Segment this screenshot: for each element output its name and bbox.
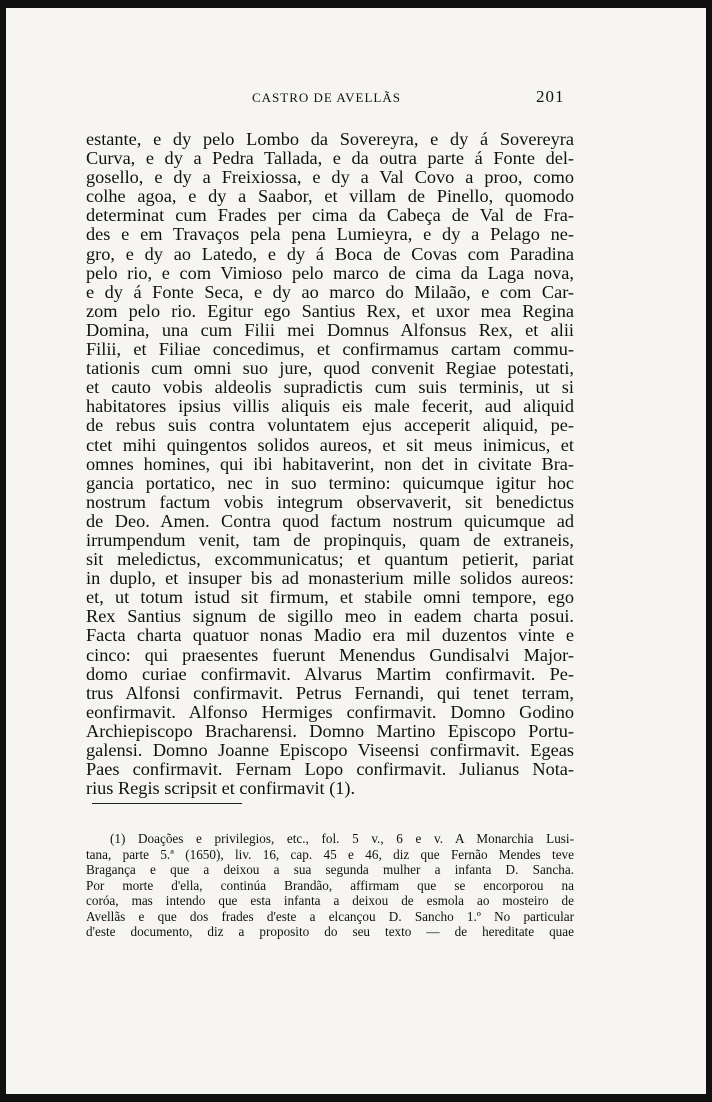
- text-line: e dy á Fonte Seca, e dy ao marco do Milaão, e com Car-: [86, 281, 574, 302]
- page-number: 201: [536, 87, 565, 106]
- text-line: zom pelo rio. Egitur ego Santius Rex, et uxor mea Regina: [86, 300, 574, 321]
- text-line: tationis cum omni suo jure, quod convenit Regiae potestati,: [86, 358, 574, 379]
- text-line: des e em Travaços pela pena Lumieyra, e dy a Pelago ne-: [86, 224, 574, 245]
- text-line: ctet mihi quingentos solidos aureos, et sit meus inimicus, et: [86, 434, 574, 455]
- text-line: trus Alfonsi confirmavit. Petrus Fernandi, qui tenet terram,: [86, 682, 574, 703]
- text-line: Curva, e dy a Pedra Tallada, e da outra parte á Fonte del-: [86, 148, 574, 169]
- text-line: Filii, et Filiae concedimus, et confirmamus cartam commu-: [86, 339, 574, 360]
- footnote-line: (1) Doações e privilegios, etc., fol. 5 v., 6 e v. A Monarchia Lusi-: [110, 831, 574, 846]
- text-line: rius Regis scripsit et confirmavit (1).: [86, 778, 356, 799]
- text-line: in duplo, et insuper bis ad monasterium mille solidos aureos:: [86, 568, 574, 589]
- footnote: [86, 831, 574, 940]
- text-line: galensi. Domno Joanne Episcopo Viseensi confirmavit. Egeas: [86, 740, 574, 760]
- footnote-line: Bragança e que a deixou a sua segunda mulher a infanta D. Sancha.: [86, 862, 574, 877]
- text-line: Rex Santius signum de sigillo meo in eadem charta posui.: [86, 606, 574, 627]
- text-line: gancia portatico, nec in suo termino: quicumque igitur hoc: [86, 472, 574, 493]
- text-line: determinat cum Frades per cima da Cabeça de Val de Fra-: [86, 205, 574, 226]
- text-line: gosello, e dy a Freixiossa, e dy a Val Covo a proo, como: [86, 167, 574, 188]
- text-line: irrumpendum venit, tam de propinquis, quam de extraneis,: [86, 529, 574, 550]
- text-line: Domina, una cum Filii mei Domnus Alfonsus Rex, et alii: [86, 319, 574, 340]
- page-header: [6, 87, 706, 114]
- text-line: cinco: qui praesentes fuerunt Menendus Gundisalvi Major-: [86, 644, 574, 665]
- text-line: habitatores ipsius villis aliquis eis male fecerit, aud aliquid: [86, 396, 574, 417]
- text-line: Paes confirmavit. Fernam Lopo confirmavit. Julianus Nota-: [86, 759, 574, 780]
- text-line: gro, e dy ao Latedo, e dy á Boca de Covas com Paradina: [86, 243, 574, 264]
- footnote-line: Avellãs e que dos frades d'este a elcançou D. Sancho 1.º No particular: [86, 908, 574, 924]
- text-line: pelo rio, e com Vimioso pelo marco de cima da Laga nova,: [86, 262, 574, 283]
- text-line: sit meledictus, excommunicatus; et quantum petierit, pariat: [86, 549, 574, 570]
- text-line: omnes homines, qui ibi habitaverint, non det in civitate Bra-: [86, 453, 574, 474]
- footnote-line: d'este documento, diz a proposito do seu texto — de hereditate quae: [86, 924, 574, 939]
- text-line: et cauto vobis aldeolis supradictis cum suis terminis, ut si: [86, 377, 574, 398]
- running-head: CASTRO DE AVELLÃS: [252, 90, 401, 105]
- text-line: eonfirmavit. Alfonso Hermiges confirmavit. Domno Godino: [86, 701, 574, 722]
- body-text: [86, 130, 574, 798]
- text-line: de rebus suis contra voluntatem ejus acceperit aliquid, pe-: [86, 415, 574, 436]
- footnote-line: coróa, mas intendo que esta infanta a deixou de esmola ao mosteiro de: [86, 893, 574, 908]
- book-page: [6, 8, 706, 1094]
- text-line: estante, e dy pelo Lombo da Sovereyra, e dy á Sovereyra: [86, 129, 574, 149]
- footnote-rule: [92, 803, 242, 804]
- text-line: Archiepiscopo Bracharensi. Domno Martino Episcopo Portu-: [86, 720, 574, 741]
- footnote-line: tana, parte 5.ª (1650), liv. 16, cap. 45 e 46, diz que Fernão Mendes teve: [86, 846, 574, 862]
- text-line: de Deo. Amen. Contra quod factum nostrum quicumque ad: [86, 510, 574, 531]
- text-line: nostrum factum vobis integrum observaverit, sit benedictus: [86, 491, 574, 512]
- text-line: Facta charta quatuor nonas Madio era mil duzentos vinte e: [86, 625, 574, 646]
- text-line: et, ut totum istud sit firmum, et stabile omni tempore, ego: [86, 587, 574, 608]
- footnote-line: Por morte d'ella, continúa Brandão, affirmam que se encorporou na: [86, 877, 574, 893]
- text-line: colhe agoa, e dy a Saabor, et villam de Pinello, quomodo: [86, 186, 574, 207]
- text-line: domo curiae confirmavit. Alvarus Martim confirmavit. Pe-: [86, 663, 574, 684]
